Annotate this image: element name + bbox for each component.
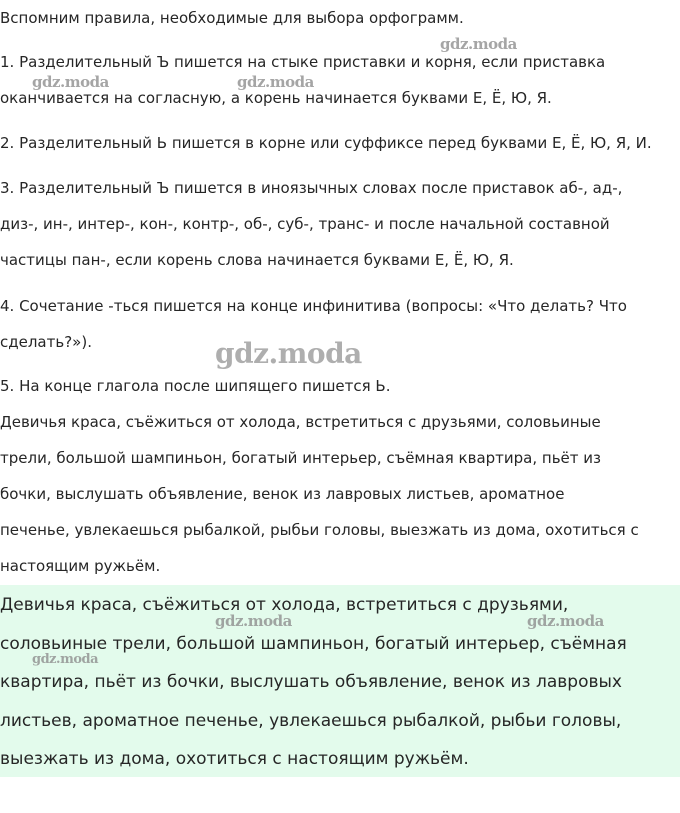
exercise-text [0,404,680,584]
rule-2 [0,125,680,161]
rule-3-line-2: диз-, ин-, интер-, кон-, контр-, об-, суб-, транс- и после начальной составной [0,215,610,233]
rule-1-line-1: 1. Разделительный Ъ пишется на стыке приставки и корня, если приставка [0,53,606,71]
rule-3-line-3: частицы пан-, если корень слова начинается буквами Е, Ё, Ю, Я. [0,251,514,269]
title-line: Вспомним правила, необходимые для выбора орфограмм. [0,9,464,27]
answer-line-2: соловьиные трели, большой шампиньон, богатый интерьер, съёмная [0,633,627,654]
watermark: gdz.moda [215,612,292,630]
watermark: gdz.moda [237,73,314,91]
rule-4-line-1: 4. Сочетание -ться пишется на конце инфинитива (вопросы: «Что делать? Что [0,297,627,315]
watermark: gdz.moda [527,612,604,630]
answer-line-4: листьев, ароматное печенье, увлекаешься рыбалкой, рыбьи головы, [0,710,622,731]
rule-3-line-1: 3. Разделительный Ъ пишется в иноязычных словах после приставок аб-, ад-, [0,179,623,197]
exercise-line-2: трели, большой шампиньон, богатый интерьер, съёмная квартира, пьёт из [0,449,601,467]
answer-line-3: квартира, пьёт из бочки, выслушать объявление, венок из лавровых [0,672,622,692]
watermark: gdz.moda [32,652,99,667]
answer-line-5: выезжать из дома, охотиться с настоящим ружьём. [0,749,469,769]
watermark: gdz.moda [215,337,362,370]
watermark: gdz.moda [32,73,109,91]
rule-1-line-2: оканчивается на согласную, а корень начинается буквами Е, Ё, Ю, Я. [0,89,552,107]
exercise-line-3: бочки, выслушать объявление, венок из лавровых листьев, ароматное [0,485,565,503]
rule-2-line-1: 2. Разделительный Ь пишется в корне или суффиксе перед буквами Е, Ё, Ю, Я, И. [0,134,652,152]
page-title [0,0,680,36]
exercise-line-5: настоящим ружьём. [0,557,161,575]
rule-3 [0,170,680,278]
rule-5-line-1: 5. На конце глагола после шипящего пишется Ь. [0,377,391,395]
answer-line-1: Девичья краса, съёжиться от холода, встретиться с друзьями, [0,595,569,615]
exercise-line-4: печенье, увлекаешься рыбалкой, рыбьи головы, выезжать из дома, охотиться с [0,521,639,539]
exercise-line-1: Девичья краса, съёжиться от холода, встретиться с друзьями, соловьиные [0,413,601,431]
watermark: gdz.moda [440,35,517,53]
rule-5 [0,368,680,404]
rule-4-line-2: сделать?»). [0,333,92,351]
